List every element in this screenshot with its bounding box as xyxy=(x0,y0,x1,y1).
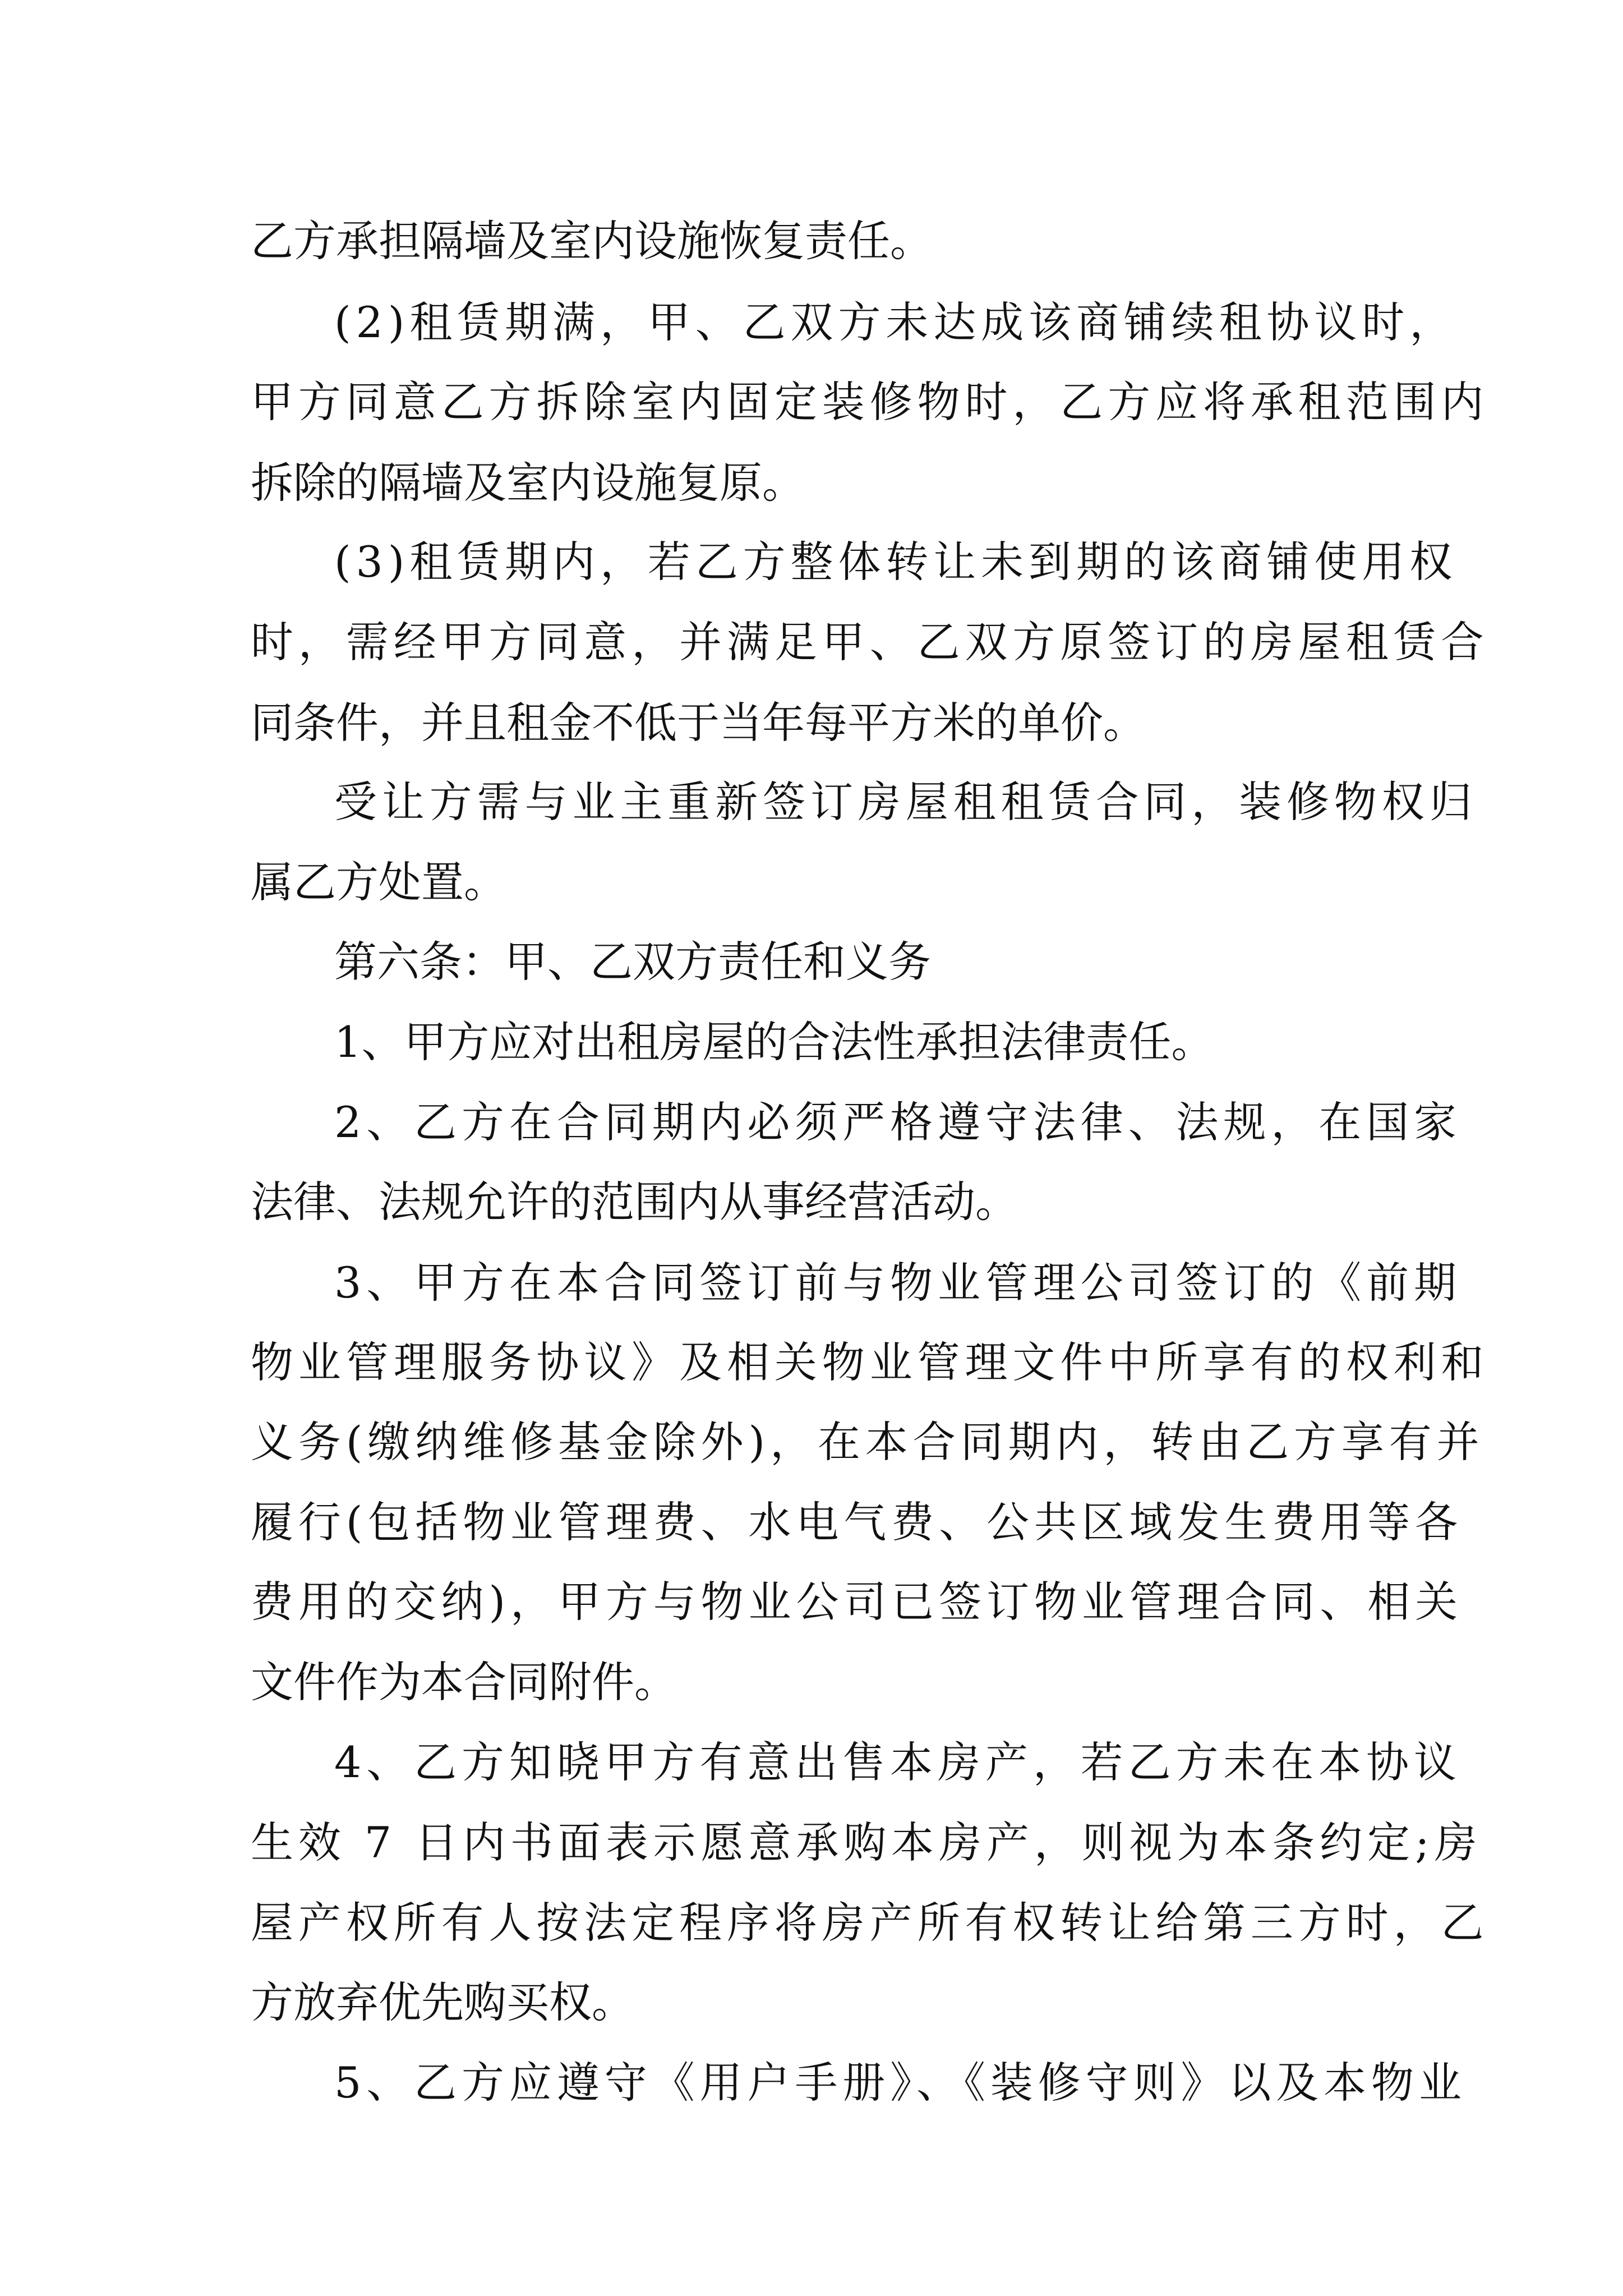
paragraph-line: 受让方需与业主重新签订房屋租租赁合同，装修物权归 xyxy=(334,777,1477,827)
paragraph-line: 履行(包括物业管理费、水电气费、公共区域发生费用等各 xyxy=(251,1497,1463,1547)
paragraph-line: 乙方承担隔墙及室内设施恢复责任。 xyxy=(251,216,933,266)
paragraph-line: 生效 7 日内书面表示愿意承购本房产，则视为本条约定;房 xyxy=(251,1818,1482,1867)
paragraph-line: (3)租赁期内，若乙方整体转让未到期的该商铺使用权 xyxy=(334,537,1458,587)
paragraph-line: 拆除的隔墙及室内设施复原。 xyxy=(251,458,805,508)
paragraph-line: 文件作为本合同附件。 xyxy=(251,1657,677,1707)
paragraph-line: 4、乙方知晓甲方有意出售本房产，若乙方未在本协议 xyxy=(334,1737,1461,1787)
paragraph-line: 物业管理服务协议》及相关物业管理文件中所享有的权利和 xyxy=(251,1337,1489,1387)
paragraph-line: 时，需经甲方同意，并满足甲、乙双方原签订的房屋租赁合 xyxy=(251,617,1489,667)
section-heading: 第六条：甲、乙双方责任和义务 xyxy=(334,937,931,987)
paragraph-line: 同条件，并且租金不低于当年每平方米的单价。 xyxy=(251,698,1146,748)
paragraph-line: 义务(缴纳维修基金除外)，在本合同期内，转由乙方享有并 xyxy=(251,1417,1484,1467)
paragraph-line: 方放弃优先购买权。 xyxy=(251,1977,634,2027)
paragraph-line: 5、乙方应遵守《用户手册》、《装修守则》以及本物业 xyxy=(334,2058,1467,2108)
paragraph-line: 2、乙方在合同期内必须严格遵守法律、法规，在国家 xyxy=(334,1097,1461,1147)
paragraph-line: (2)租赁期满，甲、乙双方未达成该商铺续租协议时， xyxy=(334,297,1458,347)
paragraph-line: 法律、法规允许的范围内从事经营活动。 xyxy=(251,1177,1018,1227)
paragraph-line: 费用的交纳)，甲方与物业公司已签订物业管理合同、相关 xyxy=(251,1577,1463,1627)
paragraph-line: 屋产权所有人按法定程序将房产所有权转让给第三方时，乙 xyxy=(251,1898,1489,1948)
paragraph-line: 属乙方处置。 xyxy=(251,857,506,907)
paragraph-line: 甲方同意乙方拆除室内固定装修物时，乙方应将承租范围内 xyxy=(251,377,1489,427)
paragraph-line: 3、甲方在本合同签订前与物业管理公司签订的《前期 xyxy=(334,1258,1461,1308)
paragraph-line: 1、甲方应对出租房屋的合法性承担法律责任。 xyxy=(334,1017,1214,1067)
